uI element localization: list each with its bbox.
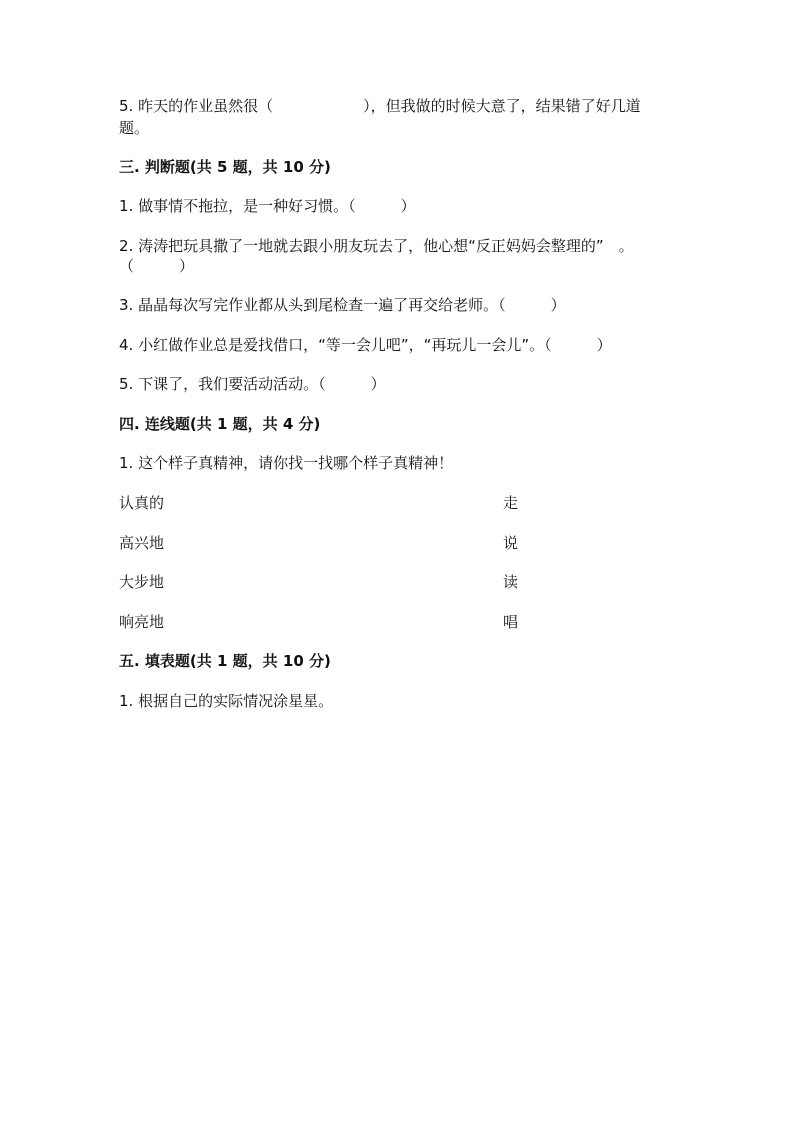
- section3-q2-line1: 2. 涛涛把玩具撒了一地就去跟小朋友玩去了，他心想“反正妈妈会整理的” 。: [119, 237, 634, 255]
- section4-q1: 1. 这个样子真精神，请你找一找哪个样子真精神！: [119, 454, 454, 472]
- match-left-item-3: 大步地: [119, 573, 165, 591]
- section3-q3: 3. 晶晶每次写完作业都从头到尾检查一遍了再交给老师。（ ）: [119, 296, 566, 314]
- match-left-item-1: 认真的: [119, 494, 165, 512]
- match-right-item-2: 说: [503, 534, 519, 552]
- section3-q4: 4. 小红做作业总是爱找借口，“等一会儿吧”，“再玩儿一会儿”。（ ）: [119, 336, 612, 354]
- match-left-item-2: 高兴地: [119, 534, 165, 552]
- match-right-item-4: 唱: [503, 613, 519, 631]
- section4-title: 四. 连线题(共 1 题，共 4 分): [119, 415, 321, 433]
- section3-q1: 1. 做事情不拖拉，是一种好习惯。（ ）: [119, 197, 416, 215]
- match-right-item-1: 走: [503, 494, 519, 512]
- q5-fill-line2: 题。: [119, 119, 150, 137]
- section5-title: 五. 填表题(共 1 题，共 10 分): [119, 652, 331, 670]
- q5-fill-line1: 5. 昨天的作业虽然很（ ），但我做的时候大意了，结果错了好几道: [119, 97, 641, 115]
- section5-q1: 1. 根据自己的实际情况涂星星。: [119, 692, 334, 710]
- section3-q2-line2: （ ）: [119, 257, 195, 275]
- section3-q5: 5. 下课了，我们要活动活动。（ ）: [119, 375, 386, 393]
- match-left-item-4: 响亮地: [119, 613, 165, 631]
- match-right-item-3: 读: [503, 573, 519, 591]
- section3-title: 三. 判断题(共 5 题，共 10 分): [119, 158, 331, 176]
